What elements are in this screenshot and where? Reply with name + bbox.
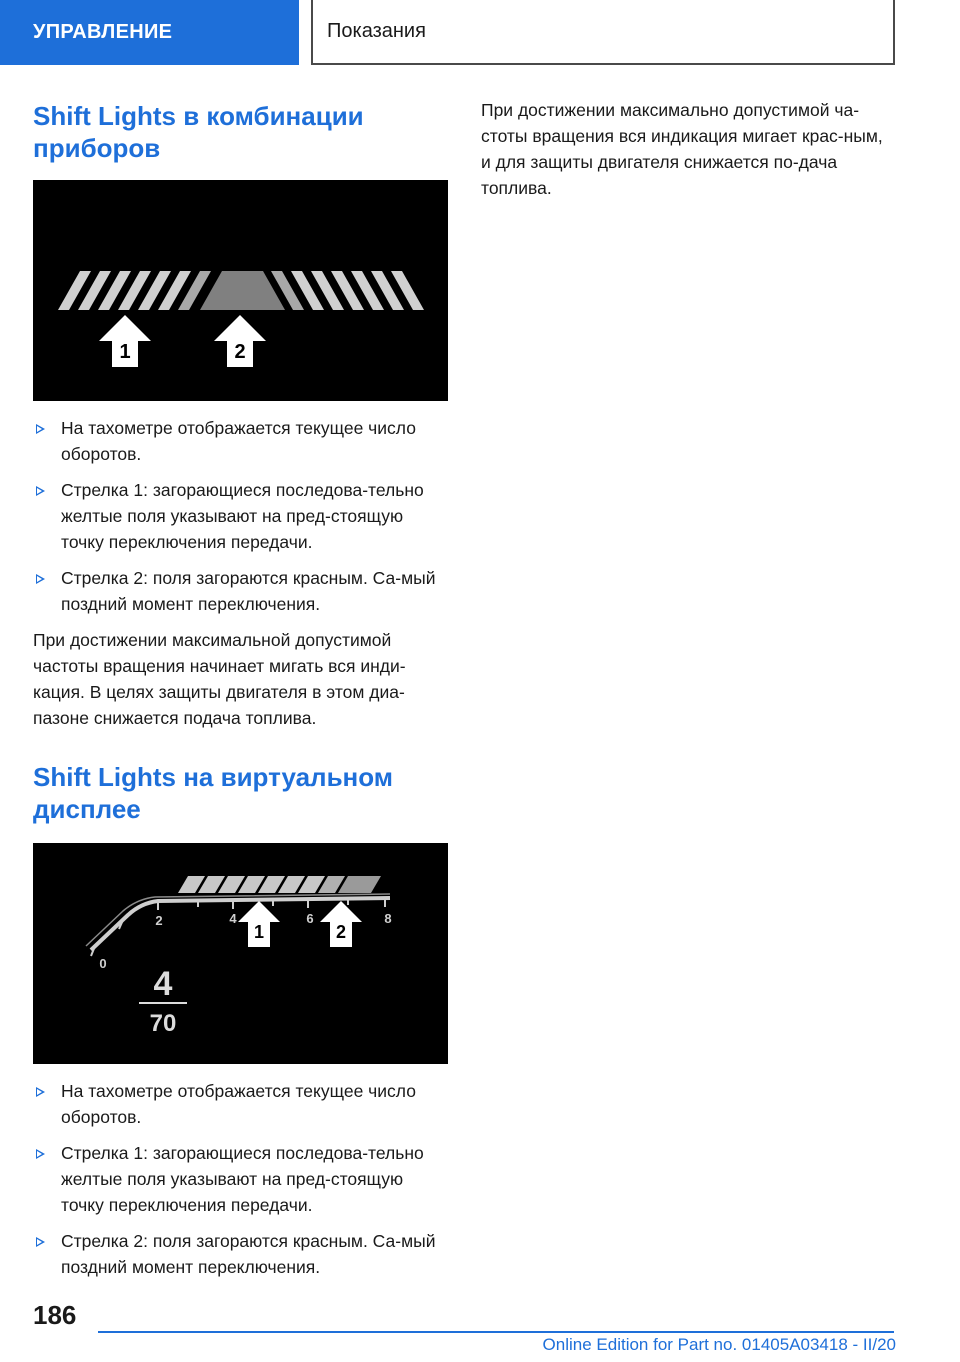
- chapter-tab: [0, 0, 299, 65]
- footer-divider: [98, 1331, 894, 1333]
- virtual-display-figure: [33, 843, 448, 1064]
- shift-light-segments: [58, 271, 424, 310]
- list-item: Стрелка 1: загорающиеся последова-тельно желтые поля указывают на пред-стоящую точку переключения передачи.: [33, 477, 448, 555]
- triangle-bullet-icon: [36, 1087, 45, 1097]
- arrow-1-label: 1: [253, 922, 265, 942]
- current-gear: 4: [153, 965, 173, 1003]
- arrow-2-label: 2: [335, 922, 347, 942]
- section2-bullet-list: [33, 1078, 448, 1280]
- current-speed: 70: [149, 1010, 177, 1037]
- right-paragraph: При достижении максимально допустимой ча-стоты вращения вся индикация мигает крас-ным, и для защиты двигателя снижается по-дача топлива.: [481, 100, 883, 198]
- list-item: На тахометре отображается текущее число оборотов.: [33, 415, 448, 467]
- scale-label: 6: [306, 911, 314, 926]
- right-column: [481, 97, 896, 201]
- scale-label: 4: [229, 911, 237, 926]
- triangle-bullet-icon: [36, 486, 45, 496]
- arrow-1-icon: [99, 315, 151, 367]
- arrow-1-label: 1: [119, 341, 131, 363]
- list-item: Стрелка 1: загорающиеся последова-тельно желтые поля указывают на пред-стоящую точку переключения передачи.: [33, 1140, 448, 1218]
- arrow-2-icon: [214, 315, 266, 367]
- list-item: На тахометре отображается текущее число оборотов.: [33, 1078, 448, 1130]
- shift-light-bar: [178, 876, 381, 893]
- section2-heading: Shift Lights на виртуальном дисплее: [33, 762, 394, 824]
- chapter-title: УПРАВЛЕНИЕ: [33, 21, 173, 43]
- triangle-bullet-icon: [36, 1237, 45, 1247]
- section1-paragraph: При достижении максимальной допустимой частоты вращения начинает мигать вся инди-кация. В целях защиты двигателя в этом диа-пазоне снижается подача топлива.: [33, 630, 406, 728]
- scale-label: 0: [99, 956, 107, 971]
- section-title: Показания: [327, 20, 426, 42]
- scale-label: 2: [155, 913, 163, 928]
- page-number: 186: [33, 1300, 77, 1330]
- section1-bullet-list: [33, 415, 448, 617]
- list-item: Стрелка 2: поля загораются красным. Са-мый поздний момент переключения.: [33, 1228, 448, 1280]
- arrow-1-icon: [238, 901, 280, 947]
- section-header: [311, 0, 895, 65]
- triangle-bullet-icon: [36, 574, 45, 584]
- scale-label: 8: [384, 911, 392, 926]
- section1-heading: Shift Lights в комбинации приборов: [33, 101, 364, 163]
- arrow-2-label: 2: [234, 341, 246, 363]
- edition-footer: Online Edition for Part no. 01405A03418 - II/20: [542, 1335, 896, 1354]
- list-item: Стрелка 2: поля загораются красным. Са-мый поздний момент переключения.: [33, 565, 448, 617]
- triangle-bullet-icon: [36, 424, 45, 434]
- shift-lights-cluster-figure: [33, 180, 448, 401]
- triangle-bullet-icon: [36, 1149, 45, 1159]
- left-column: [33, 100, 448, 1290]
- arrow-2-icon: [320, 901, 362, 947]
